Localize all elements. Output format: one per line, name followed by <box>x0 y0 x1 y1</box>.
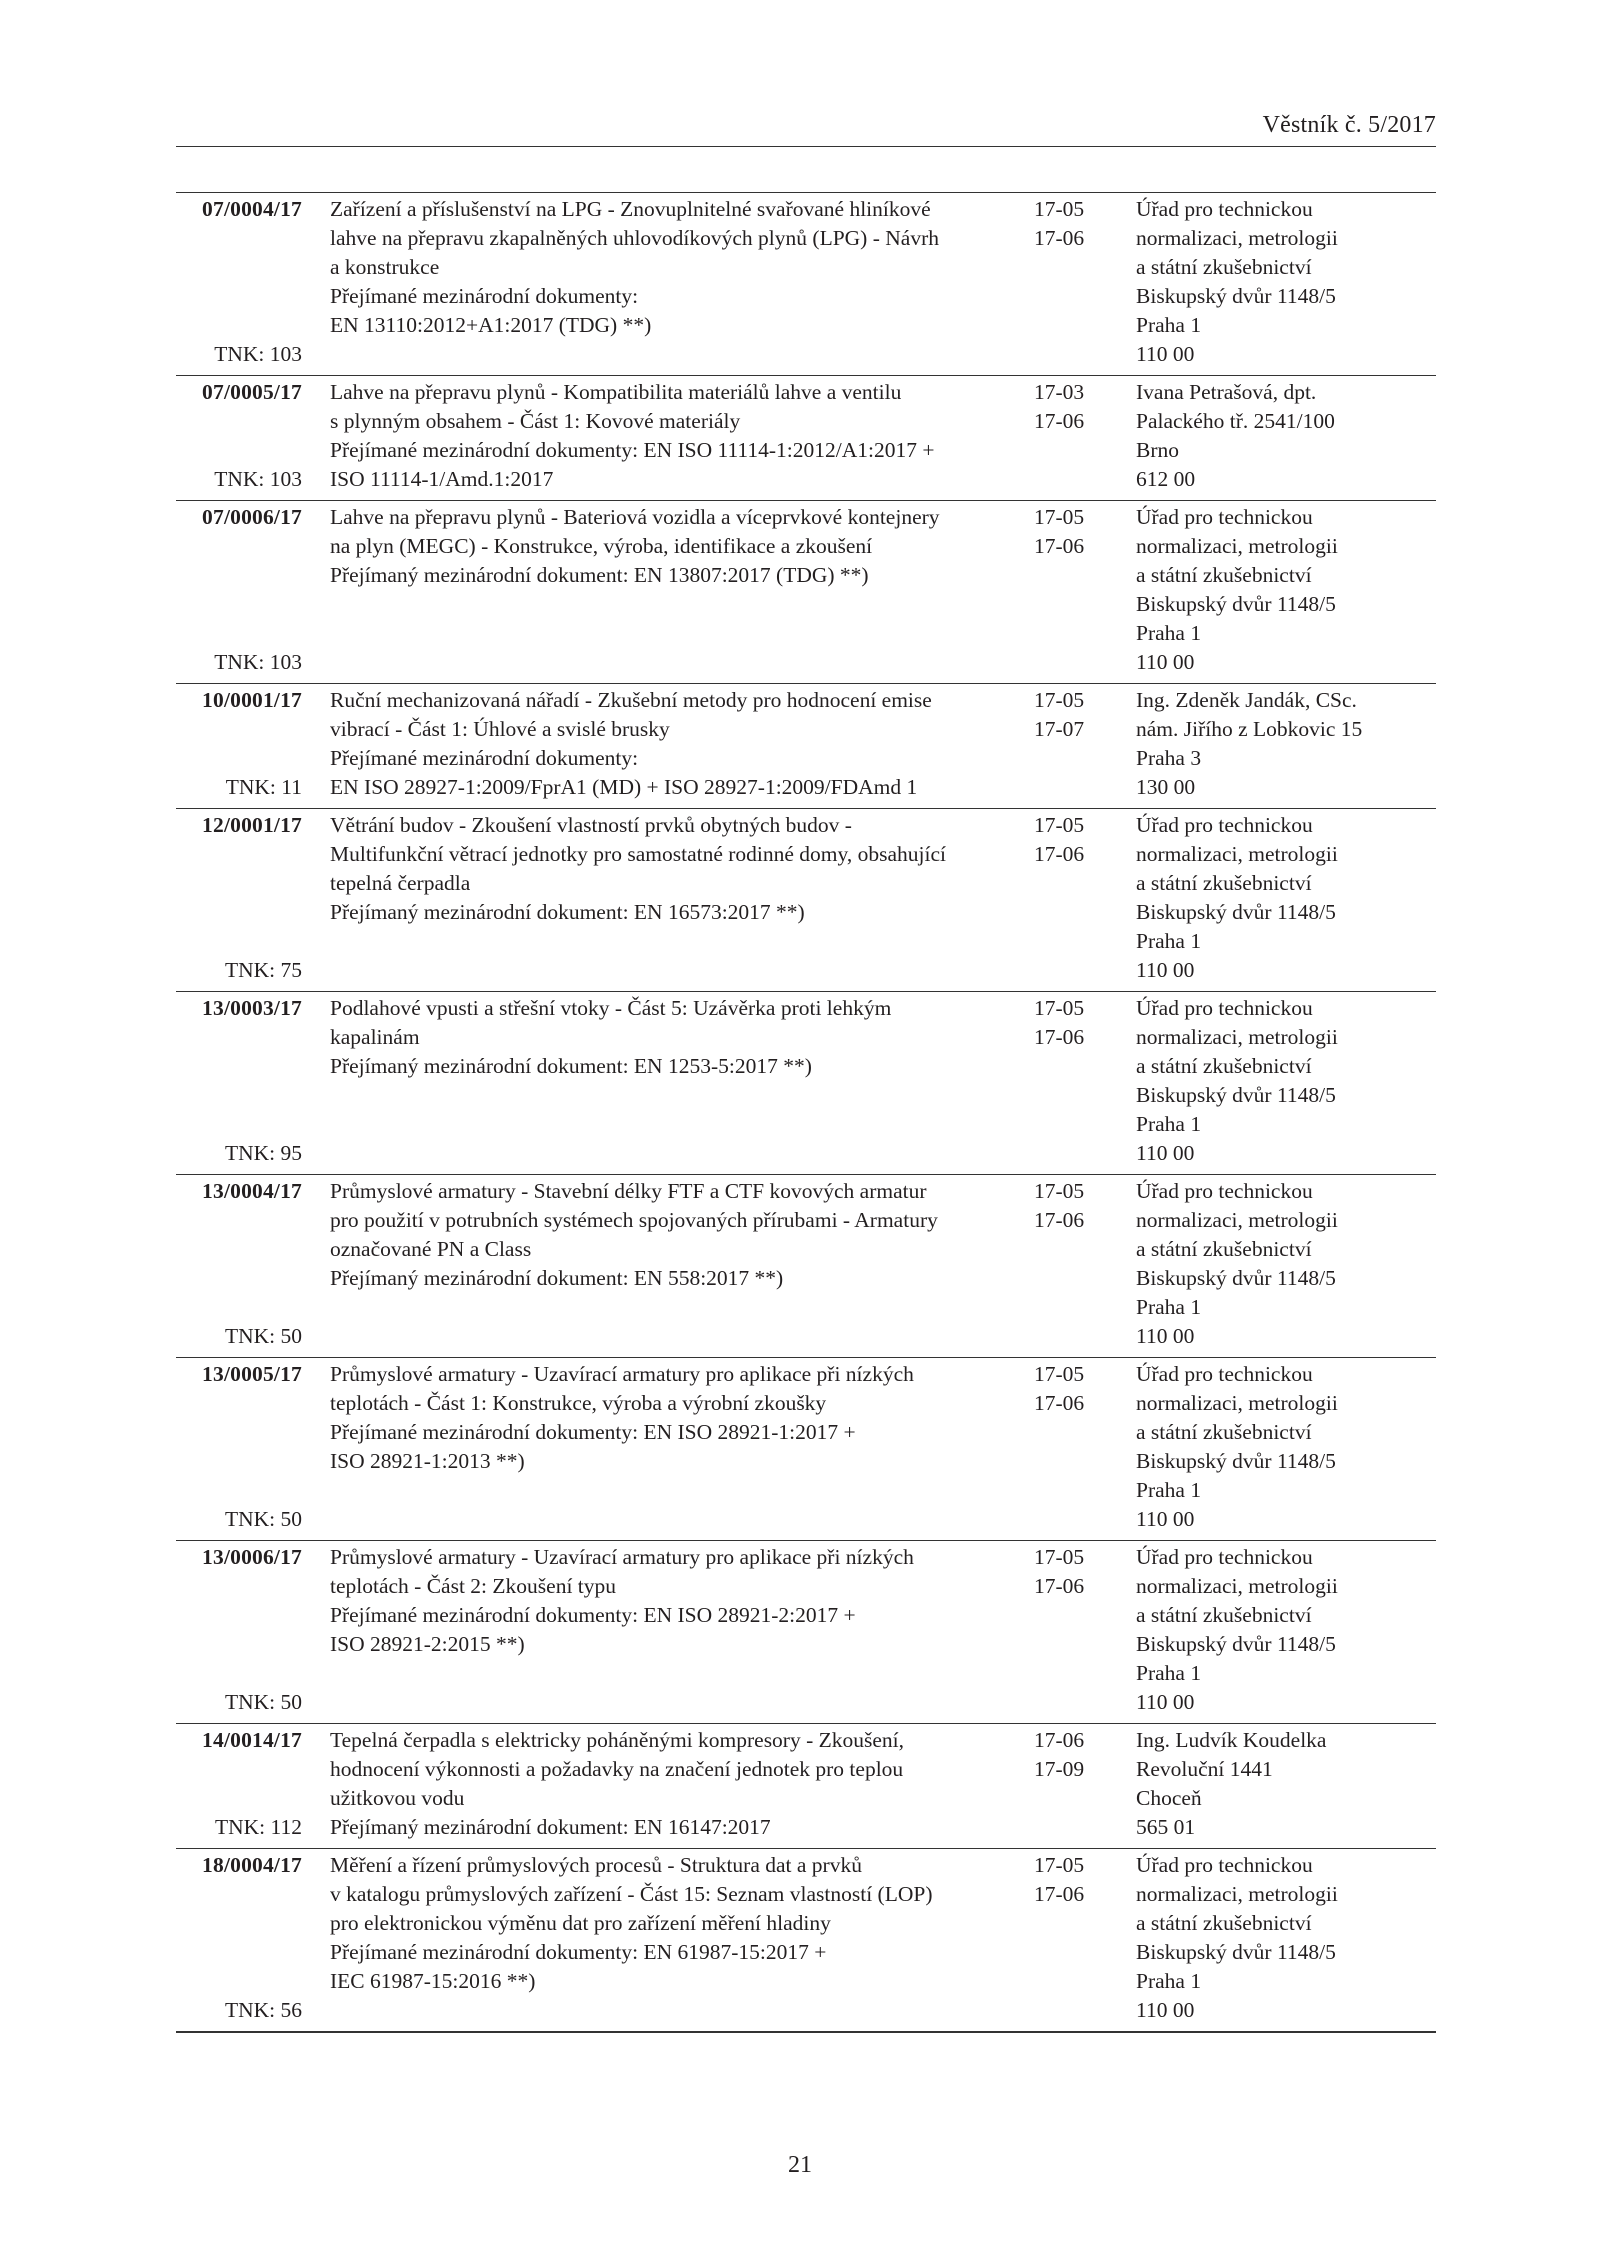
address-cell <box>1134 1543 1436 1717</box>
title-line: v katalogu průmyslových zařízení - Část 15: Seznam vlastností (LOP) <box>330 1882 933 1906</box>
date-value: 17-06 <box>1034 409 1085 433</box>
table-row <box>176 193 1436 376</box>
title-line: označované PN a Class <box>330 1237 532 1261</box>
address-line: Praha 1 <box>1136 1112 1202 1136</box>
date-value: 17-06 <box>1034 1574 1085 1598</box>
date-value: 17-05 <box>1034 1362 1085 1386</box>
project-number: 12/0001/17 <box>202 813 302 837</box>
title-line: vibrací - Část 1: Úhlové a svislé brusky <box>330 717 670 741</box>
title-line: Měření a řízení průmyslových procesů - Struktura dat a prvků <box>330 1853 862 1877</box>
address-line: Úřad pro technickou <box>1136 996 1313 1020</box>
date-value: 17-05 <box>1034 688 1085 712</box>
address-line: normalizaci, metrologii <box>1136 1574 1338 1598</box>
address-line: 612 00 <box>1136 467 1196 491</box>
title-cell <box>304 811 1028 985</box>
project-id-cell <box>176 1543 304 1717</box>
address-cell <box>1134 686 1436 802</box>
address-line: Praha 1 <box>1136 1295 1202 1319</box>
title-cell <box>304 378 1028 494</box>
project-number: 10/0001/17 <box>202 688 302 712</box>
address-line: a státní zkušebnictví <box>1136 1054 1312 1078</box>
address-line: a státní zkušebnictví <box>1136 563 1312 587</box>
address-line: Úřad pro technickou <box>1136 1362 1313 1386</box>
title-cell <box>304 1543 1028 1717</box>
title-line: Přejímané mezinárodní dokumenty: <box>330 284 639 308</box>
header-divider <box>176 146 1436 147</box>
tnk-number: TNK: 103 <box>214 467 302 491</box>
address-cell <box>1134 1851 1436 2025</box>
table-row <box>176 1849 1436 2033</box>
date-value: 17-03 <box>1034 380 1085 404</box>
title-cell <box>304 994 1028 1168</box>
address-cell <box>1134 1360 1436 1534</box>
table-row <box>176 501 1436 684</box>
address-cell <box>1134 378 1436 494</box>
date-value: 17-05 <box>1034 996 1085 1020</box>
address-line: 565 01 <box>1136 1815 1196 1839</box>
address-line: Praha 1 <box>1136 1969 1202 1993</box>
table-row <box>176 1541 1436 1724</box>
title-cell <box>304 1177 1028 1351</box>
address-line: 110 00 <box>1136 1507 1195 1531</box>
address-line: Biskupský dvůr 1148/5 <box>1136 1083 1336 1107</box>
date-value: 17-06 <box>1034 1728 1085 1752</box>
title-line: a konstrukce <box>330 255 440 279</box>
project-id-cell <box>176 994 304 1168</box>
title-line: Větrání budov - Zkoušení vlastností prvků obytných budov - <box>330 813 852 837</box>
date-value: 17-05 <box>1034 813 1085 837</box>
title-line: Podlahové vpusti a střešní vtoky - Část 5: Uzávěrka proti lehkým <box>330 996 892 1020</box>
address-line: Úřad pro technickou <box>1136 1545 1313 1569</box>
address-line: Biskupský dvůr 1148/5 <box>1136 592 1336 616</box>
title-cell <box>304 686 1028 802</box>
dates-cell <box>1028 1177 1134 1351</box>
address-line: normalizaci, metrologii <box>1136 1025 1338 1049</box>
address-line: 110 00 <box>1136 1324 1195 1348</box>
title-line: tepelná čerpadla <box>330 871 471 895</box>
tnk-number: TNK: 50 <box>224 1690 302 1714</box>
title-line: Lahve na přepravu plynů - Bateriová vozidla a víceprvkové kontejnery <box>330 505 940 529</box>
address-line: Praha 1 <box>1136 621 1202 645</box>
address-line: 110 00 <box>1136 1998 1195 2022</box>
address-line: Úřad pro technickou <box>1136 813 1313 837</box>
project-id-cell <box>176 1177 304 1351</box>
address-line: Praha 1 <box>1136 1478 1202 1502</box>
address-line: normalizaci, metrologii <box>1136 1882 1338 1906</box>
address-line: Praha 1 <box>1136 313 1202 337</box>
title-line: Přejímaný mezinárodní dokument: EN 16147:2017 <box>330 1815 771 1839</box>
tnk-number: TNK: 50 <box>224 1507 302 1531</box>
address-line: nám. Jiřího z Lobkovic 15 <box>1136 717 1363 741</box>
tnk-number: TNK: 11 <box>225 775 302 799</box>
tnk-number: TNK: 50 <box>224 1324 302 1348</box>
title-line: Přejímané mezinárodní dokumenty: EN 61987-15:2017 + <box>330 1940 827 1964</box>
table-row <box>176 1175 1436 1358</box>
dates-cell <box>1028 1726 1134 1842</box>
project-id-cell <box>176 195 304 369</box>
title-cell <box>304 1851 1028 2025</box>
address-line: Úřad pro technickou <box>1136 1853 1313 1877</box>
address-line: Biskupský dvůr 1148/5 <box>1136 1632 1336 1656</box>
address-line: Praha 1 <box>1136 929 1202 953</box>
address-line: Biskupský dvůr 1148/5 <box>1136 1266 1336 1290</box>
address-line: 110 00 <box>1136 650 1195 674</box>
dates-cell <box>1028 811 1134 985</box>
date-value: 17-06 <box>1034 1882 1085 1906</box>
title-line: Zařízení a příslušenství na LPG - Znovuplnitelné svařované hliníkové <box>330 197 931 221</box>
title-line: pro použití v potrubních systémech spojovaných přírubami - Armatury <box>330 1208 938 1232</box>
address-cell <box>1134 503 1436 677</box>
title-line: Multifunkční větrací jednotky pro samostatné rodinné domy, obsahující <box>330 842 947 866</box>
address-line: normalizaci, metrologii <box>1136 1391 1338 1415</box>
page-header-title: Věstník č. 5/2017 <box>1262 112 1436 138</box>
title-line: lahve na přepravu zkapalněných uhlovodíkových plynů (LPG) - Návrh <box>330 226 939 250</box>
address-line: Ing. Ludvík Koudelka <box>1136 1728 1327 1752</box>
address-line: Biskupský dvůr 1148/5 <box>1136 284 1336 308</box>
date-value: 17-06 <box>1034 1208 1085 1232</box>
title-line: s plynným obsahem - Část 1: Kovové materiály <box>330 409 741 433</box>
address-line: a státní zkušebnictví <box>1136 1603 1312 1627</box>
project-number: 18/0004/17 <box>202 1853 302 1877</box>
standards-table <box>176 192 1436 2033</box>
date-value: 17-05 <box>1034 1179 1085 1203</box>
table-row <box>176 1724 1436 1849</box>
address-line: a státní zkušebnictví <box>1136 871 1312 895</box>
project-number: 13/0005/17 <box>202 1362 302 1386</box>
address-line: Revoluční 1441 <box>1136 1757 1273 1781</box>
title-line: kapalinám <box>330 1025 420 1049</box>
title-line: Přejímané mezinárodní dokumenty: <box>330 746 639 770</box>
table-row <box>176 809 1436 992</box>
address-cell <box>1134 1726 1436 1842</box>
title-line: Průmyslové armatury - Stavební délky FTF a CTF kovových armatur <box>330 1179 927 1203</box>
title-line: teplotách - Část 2: Zkoušení typu <box>330 1574 617 1598</box>
address-cell <box>1134 195 1436 369</box>
title-cell <box>304 1726 1028 1842</box>
tnk-number: TNK: 75 <box>224 958 302 982</box>
date-value: 17-06 <box>1034 842 1085 866</box>
title-line: pro elektronickou výměnu dat pro zařízení měření hladiny <box>330 1911 831 1935</box>
address-line: Ivana Petrašová, dpt. <box>1136 380 1317 404</box>
title-line: Přejímané mezinárodní dokumenty: EN ISO 11114-1:2012/A1:2017 + <box>330 438 935 462</box>
title-line: Přejímaný mezinárodní dokument: EN 13807:2017 (TDG) **) <box>330 563 869 587</box>
date-value: 17-05 <box>1034 1545 1085 1569</box>
tnk-number: TNK: 95 <box>224 1141 302 1165</box>
date-value: 17-06 <box>1034 534 1085 558</box>
address-line: Ing. Zdeněk Jandák, CSc. <box>1136 688 1357 712</box>
title-line: Přejímaný mezinárodní dokument: EN 1253-5:2017 **) <box>330 1054 812 1078</box>
date-value: 17-05 <box>1034 197 1085 221</box>
address-line: a státní zkušebnictví <box>1136 1237 1312 1261</box>
address-line: normalizaci, metrologii <box>1136 534 1338 558</box>
tnk-number: TNK: 112 <box>215 1815 302 1839</box>
address-line: normalizaci, metrologii <box>1136 842 1338 866</box>
address-line: Biskupský dvůr 1148/5 <box>1136 900 1336 924</box>
table-row <box>176 992 1436 1175</box>
address-line: 110 00 <box>1136 958 1195 982</box>
project-number: 14/0014/17 <box>202 1728 302 1752</box>
project-number: 13/0003/17 <box>202 996 302 1020</box>
title-line: Průmyslové armatury - Uzavírací armatury pro aplikace při nízkých <box>330 1545 914 1569</box>
table-row <box>176 376 1436 501</box>
title-line: teplotách - Část 1: Konstrukce, výroba a výrobní zkoušky <box>330 1391 827 1415</box>
title-cell <box>304 195 1028 369</box>
date-value: 17-09 <box>1034 1757 1085 1781</box>
address-line: Biskupský dvůr 1148/5 <box>1136 1449 1336 1473</box>
title-line: Přejímané mezinárodní dokumenty: EN ISO 28921-1:2017 + <box>330 1420 856 1444</box>
address-line: normalizaci, metrologii <box>1136 1208 1338 1232</box>
dates-cell <box>1028 1851 1134 2025</box>
dates-cell <box>1028 994 1134 1168</box>
project-id-cell <box>176 1360 304 1534</box>
project-number: 07/0006/17 <box>202 505 302 529</box>
title-line: užitkovou vodu <box>330 1786 465 1810</box>
title-line: hodnocení výkonnosti a požadavky na značení jednotek pro teplou <box>330 1757 904 1781</box>
date-value: 17-06 <box>1034 226 1085 250</box>
project-id-cell <box>176 378 304 494</box>
date-value: 17-06 <box>1034 1025 1085 1049</box>
tnk-number: TNK: 56 <box>224 1998 302 2022</box>
title-line: ISO 28921-1:2013 **) <box>330 1449 525 1473</box>
address-line: Palackého tř. 2541/100 <box>1136 409 1335 433</box>
dates-cell <box>1028 1543 1134 1717</box>
title-line: Tepelná čerpadla s elektricky poháněnými kompresory - Zkoušení, <box>330 1728 905 1752</box>
dates-cell <box>1028 378 1134 494</box>
project-id-cell <box>176 811 304 985</box>
tnk-number: TNK: 103 <box>214 342 302 366</box>
date-value: 17-07 <box>1034 717 1085 741</box>
address-line: normalizaci, metrologii <box>1136 226 1338 250</box>
title-line: EN 13110:2012+A1:2017 (TDG) **) <box>330 313 652 337</box>
title-line: ISO 11114-1/Amd.1:2017 <box>330 467 554 491</box>
table-row <box>176 684 1436 809</box>
title-line: Lahve na přepravu plynů - Kompatibilita materiálů lahve a ventilu <box>330 380 902 404</box>
project-number: 13/0006/17 <box>202 1545 302 1569</box>
project-number: 13/0004/17 <box>202 1179 302 1203</box>
address-line: Úřad pro technickou <box>1136 197 1313 221</box>
address-line: 110 00 <box>1136 1141 1195 1165</box>
address-line: a státní zkušebnictví <box>1136 1420 1312 1444</box>
address-line: Choceň <box>1136 1786 1202 1810</box>
date-value: 17-05 <box>1034 1853 1085 1877</box>
address-cell <box>1134 1177 1436 1351</box>
project-id-cell <box>176 1726 304 1842</box>
dates-cell <box>1028 686 1134 802</box>
project-number: 07/0005/17 <box>202 380 302 404</box>
title-line: Přejímaný mezinárodní dokument: EN 558:2017 **) <box>330 1266 784 1290</box>
address-line: Úřad pro technickou <box>1136 1179 1313 1203</box>
project-id-cell <box>176 1851 304 2025</box>
address-line: Praha 3 <box>1136 746 1202 770</box>
project-number: 07/0004/17 <box>202 197 302 221</box>
title-line: Přejímané mezinárodní dokumenty: EN ISO 28921-2:2017 + <box>330 1603 856 1627</box>
project-id-cell <box>176 686 304 802</box>
title-line: IEC 61987-15:2016 **) <box>330 1969 536 1993</box>
address-line: 130 00 <box>1136 775 1196 799</box>
address-cell <box>1134 994 1436 1168</box>
address-line: Praha 1 <box>1136 1661 1202 1685</box>
address-line: 110 00 <box>1136 342 1195 366</box>
address-line: a státní zkušebnictví <box>1136 1911 1312 1935</box>
address-line: 110 00 <box>1136 1690 1195 1714</box>
dates-cell <box>1028 503 1134 677</box>
address-line: a státní zkušebnictví <box>1136 255 1312 279</box>
page-number: 21 <box>788 2152 812 2178</box>
table-row <box>176 1358 1436 1541</box>
dates-cell <box>1028 195 1134 369</box>
date-value: 17-06 <box>1034 1391 1085 1415</box>
dates-cell <box>1028 1360 1134 1534</box>
address-line: Brno <box>1136 438 1179 462</box>
address-line: Úřad pro technickou <box>1136 505 1313 529</box>
title-line: Ruční mechanizovaná nářadí - Zkušební metody pro hodnocení emise <box>330 688 932 712</box>
project-id-cell <box>176 503 304 677</box>
title-line: Průmyslové armatury - Uzavírací armatury pro aplikace při nízkých <box>330 1362 914 1386</box>
title-cell <box>304 1360 1028 1534</box>
title-line: na plyn (MEGC) - Konstrukce, výroba, identifikace a zkoušení <box>330 534 873 558</box>
title-line: Přejímaný mezinárodní dokument: EN 16573:2017 **) <box>330 900 805 924</box>
address-cell <box>1134 811 1436 985</box>
tnk-number: TNK: 103 <box>214 650 302 674</box>
title-cell <box>304 503 1028 677</box>
title-line: EN ISO 28927-1:2009/FprA1 (MD) + ISO 28927-1:2009/FDAmd 1 <box>330 775 918 799</box>
address-line: Biskupský dvůr 1148/5 <box>1136 1940 1336 1964</box>
title-line: ISO 28921-2:2015 **) <box>330 1632 525 1656</box>
date-value: 17-05 <box>1034 505 1085 529</box>
